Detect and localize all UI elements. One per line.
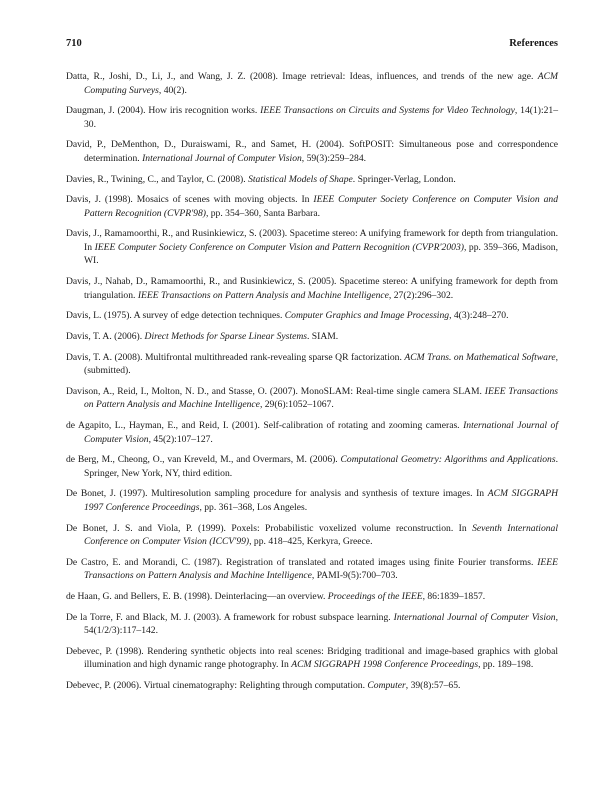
reference-entry: Davis, J., Ramamoorthi, R., and Rusinkiewicz, S. (2003). Spacetime stereo: A unifying framework for depth from triangulation. In IEEE Computer Society Conference on Computer Vision and Pattern Recognition (CVPR'2003), pp. 359–366, Madison, WI. (66, 228, 559, 267)
reference-entry: Daugman, J. (2004). How iris recognition works. IEEE Transactions on Circuits and Systems for Video Technology, 14(1):21–30. (66, 105, 558, 130)
reference-entry: Davies, R., Twining, C., and Taylor, C. (2008). Statistical Models of Shape. Springer-Verlag, London. (66, 173, 456, 185)
reference-entry: De Bonet, J. (1997). Multiresolution sampling procedure for analysis and synthesis of texture images. In ACM SIGGRAPH 1997 Conference Proceedings, pp. 361–368, Los Angeles. (66, 488, 558, 513)
reference-entry: Davis, L. (1975). A survey of edge detection techniques. Computer Graphics and Image Processing, 4(3):248–270. (66, 310, 509, 322)
reference-entry: Debevec, P. (2006). Virtual cinematography: Relighting through computation. Computer, 39(8):57–65. (66, 680, 461, 692)
reference-entry: Davis, J., Nahab, D., Ramamoorthi, R., and Rusinkiewicz, S. (2005). Spacetime stereo: A unifying framework for depth from triangulation. IEEE Transactions on Pattern Analysis and Machine Intelligence, 27(2):296–302. (66, 276, 558, 301)
reference-entry: Debevec, P. (1998). Rendering synthetic objects into real scenes: Bridging traditional and image-based graphics with global illumination and high dynamic range photography. In ACM SIGGRAPH 1998 Conference Proceedings, pp. 189–198. (66, 645, 558, 671)
reference-entry: Datta, R., Joshi, D., Li, J., and Wang, J. Z. (2008). Image retrieval: Ideas, influences, and trends of the new age. ACM Computing Surveys, 40(2). (66, 71, 558, 96)
reference-list (66, 70, 558, 700)
reference-entry: Davis, T. A. (2008). Multifrontal multithreaded rank-revealing sparse QR factorization. ACM Trans. on Mathematical Software, (submitted). (66, 351, 558, 377)
reference-entry: Davis, T. A. (2006). Direct Methods for Sparse Linear Systems. SIAM. (66, 331, 339, 342)
reference-entry: de Haan, G. and Bellers, E. B. (1998). Deinterlacing—an overview. Proceedings of the IEEE, 86:1839–1857. (66, 591, 486, 602)
page-number: 710 (66, 38, 82, 49)
reference-entry: De Castro, E. and Morandi, C. (1987). Registration of translated and rotated images using finite Fourier transforms. IEEE Transactions on Pattern Analysis and Machine Intelligence, PAMI-9(5):700–703. (66, 556, 558, 582)
reference-entry: Davis, J. (1998). Mosaics of scenes with moving objects. In IEEE Computer Society Conference on Computer Vision and Pattern Recognition (CVPR'98), pp. 354–360, Santa Barbara. (66, 194, 558, 219)
page-header (66, 38, 558, 54)
reference-entry: de Berg, M., Cheong, O., van Kreveld, M., and Overmars, M. (2006). Computational Geometry: Algorithms and Applications. Springer, New York, NY, third edition. (66, 454, 558, 479)
section-title: References (509, 38, 558, 49)
reference-entry: Davison, A., Reid, I., Molton, N. D., and Stasse, O. (2007). MonoSLAM: Real-time single camera SLAM. IEEE Transactions on Pattern Analysis and Machine Intelligence, 29(6):1052–1067. (66, 385, 558, 411)
reference-entry: de Agapito, L., Hayman, E., and Reid, I. (2001). Self-calibration of rotating and zooming cameras. International Journal of Computer Vision, 45(2):107–127. (66, 420, 558, 445)
reference-entry: David, P., DeMenthon, D., Duraiswami, R., and Samet, H. (2004). SoftPOSIT: Simultaneous pose and correspondence determination. International Journal of Computer Vision, 59(3):259–284. (66, 139, 558, 164)
reference-entry: De la Torre, F. and Black, M. J. (2003). A framework for robust subspace learning. International Journal of Computer Vision, 54(1/2/3):117–142. (66, 611, 558, 637)
reference-entry: De Bonet, J. S. and Viola, P. (1999). Poxels: Probabilistic voxelized volume reconstruction. In Seventh International Conference on Computer Vision (ICCV'99), pp. 418–425, Kerkyra, Greece. (66, 522, 558, 548)
